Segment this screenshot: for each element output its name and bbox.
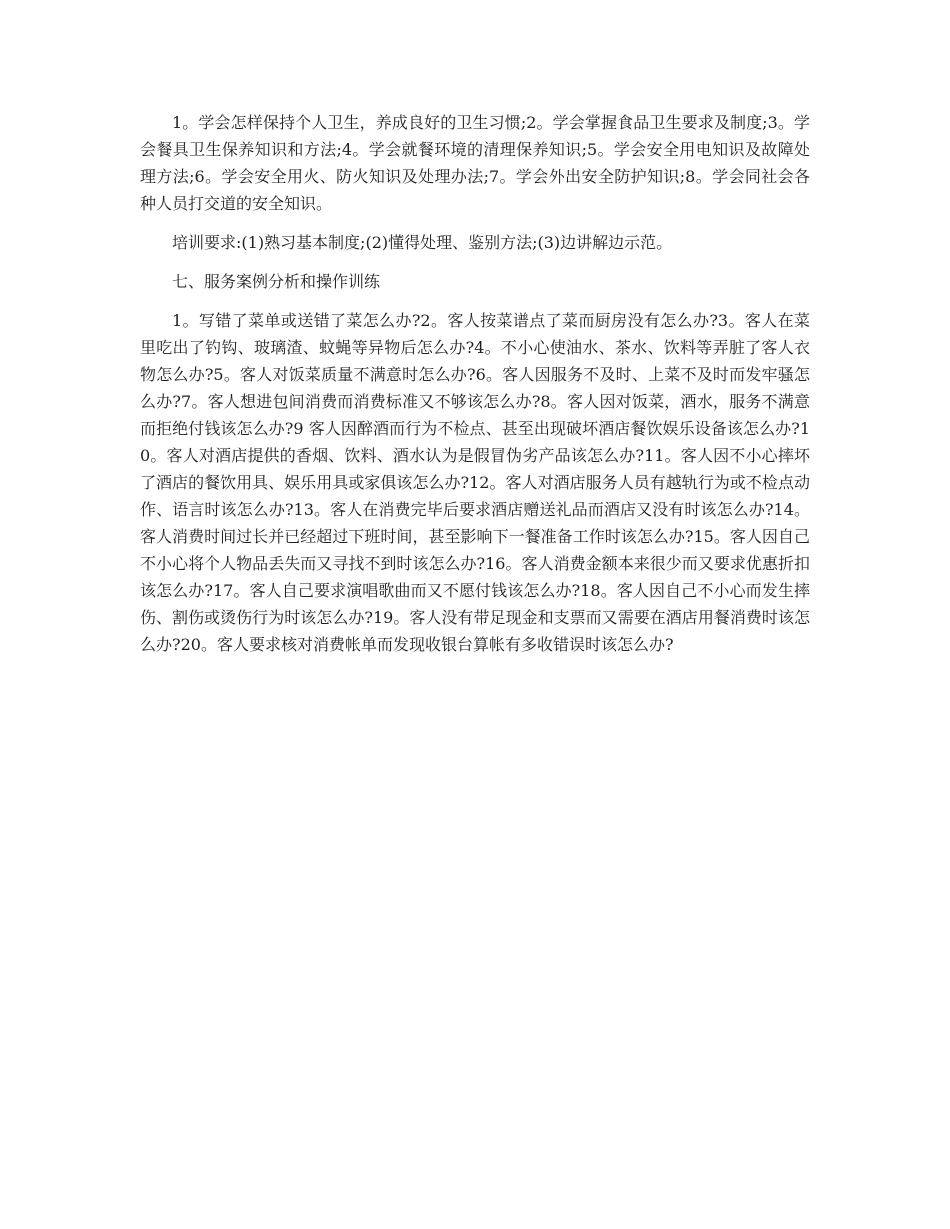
service-cases-paragraph: 1。写错了菜单或送错了菜怎么办?2。客人按菜谱点了菜而厨房没有怎么办?3。客人在菜里吃出了钓钩、玻璃渣、蚊蝇等异物后怎么办?4。不小心使油水、茶水、饮料等弄脏了客人衣物怎么办?5。客人对饭菜质量不满意时怎么办?6。客人因服务不及时、上菜不及时而发牢骚怎么办?7。客人想进包间消费而消费标准又不够该怎么办?8。客人因对饭菜，酒水，服务不满意而拒绝付钱该怎么办?9 客人因醉酒而行为不检点、甚至出现破坏酒店餐饮娱乐设备该怎么办?10。客人对酒店提供的香烟、饮料、酒水认为是假冒伪劣产品该怎么办?11。客人因不小心摔坏了酒店的餐饮用具、娱乐用具或家俱该怎么办?12。客人对酒店服务人员有越轨行为或不检点动作、语言时该怎么办?13。客人在消费完毕后要求酒店赠送礼品而酒店又没有时该怎么办?14。客人消费时间过长并已经超过下班时间，甚至影响下一餐准备工作时该怎么办?15。客人因自己不小心将个人物品丢失而又寻找不到时该怎么办?16。客人消费金额本来很少而又要求优惠折扣该怎么办?17。客人自己要求演唱歌曲而又不愿付钱该怎么办?18。客人因自己不小心而发生摔伤、割伤或烫伤行为时该怎么办?19。客人没有带足现金和支票而又需要在酒店用餐消费时该怎么办?20。客人要求核对消费帐单而发现收银台算帐有多收错误时该怎么办? [140,311,810,654]
training-requirements-paragraph: 培训要求:(1)熟习基本制度;(2)懂得处理、鉴别方法;(3)边讲解边示范。 [172,233,673,252]
hygiene-safety-paragraph: 1。学会怎样保持个人卫生，养成良好的卫生习惯;2。学会掌握食品卫生要求及制度;3。学会餐具卫生保养知识和方法;4。学会就餐环境的清理保养知识;5。学会安全用电知识及故障处理方法;6。学会安全用火、防火知识及处理办法;7。学会外出安全防护知识;8。学会同社会各种人员打交道的安全知识。 [140,113,810,213]
section-heading: 七、服务案例分析和操作训练 [172,272,381,291]
